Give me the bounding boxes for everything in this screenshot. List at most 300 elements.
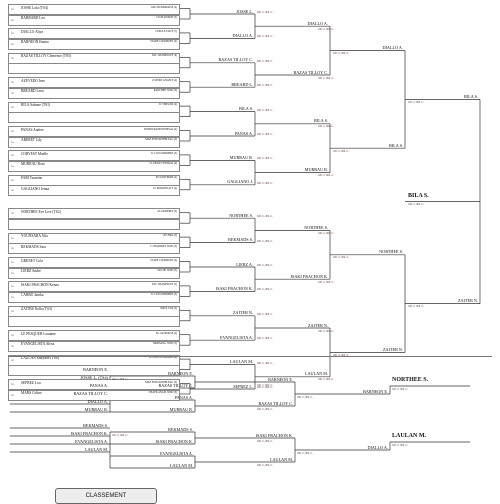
score-part: 020 - (257, 181, 263, 185)
player-club: BOISDURANDONNEVAL (4) (144, 127, 177, 131)
score-part: 100 - (257, 407, 263, 411)
player-name: EVANGELISTA Alexa (21, 342, 55, 347)
player-slot[interactable] (8, 28, 180, 39)
player-name: DIALLO Aliya (21, 29, 44, 34)
slot-tag: r/e (11, 344, 14, 348)
player-club: JC COULOMMIERS (5) (150, 151, 177, 155)
score-part: 0- (338, 52, 341, 56)
score-part: 000 - (264, 133, 271, 136)
round2-winner: BILA S. (239, 106, 253, 112)
match-score (257, 60, 273, 63)
score-part: 020 - (257, 337, 263, 341)
slot-tag: r/e (11, 178, 14, 182)
player-name: BILA Salome (TS1) (21, 103, 51, 108)
slot-tag: r/e (11, 81, 14, 85)
match-score (257, 264, 273, 267)
score-part: 000 - (325, 280, 332, 284)
round3-winner: NORTHEE S. (304, 224, 328, 230)
match-score (408, 305, 424, 308)
player-name: PANAS Andree (21, 127, 44, 132)
score-part: 020 - (257, 264, 263, 267)
player-slot[interactable] (8, 112, 180, 123)
round2-winner: LAULAN M. (229, 359, 253, 365)
player-club: A S MONTFERRAND (4) (149, 356, 177, 360)
score-part: 100 - (333, 256, 339, 260)
match-score (257, 11, 273, 14)
score-part: 000 - (264, 463, 271, 467)
score-part: 000 - (325, 231, 332, 235)
repechage-final: DIALLO A. (367, 444, 388, 450)
repechage-r2: BARNEON E. (268, 376, 293, 382)
score-part: 0- (302, 451, 305, 455)
match-score (333, 150, 349, 153)
player-slot[interactable] (8, 330, 180, 341)
score-part: 0- (323, 125, 326, 129)
repechage-r1: BARNEON E. (168, 370, 193, 376)
player-slot[interactable] (8, 88, 180, 99)
player-name: GAGLIANO Jenna (21, 186, 50, 191)
score-part: 100 - (408, 100, 414, 104)
score-part: 0- (262, 108, 265, 112)
round4-winner: NORTHEE S. (379, 249, 403, 255)
score-part: 0- (270, 383, 273, 387)
player-club: JC VERSOIX (4) (158, 103, 177, 107)
player-slot[interactable] (8, 63, 180, 74)
slot-tag: r/e (11, 334, 14, 338)
score-part: 000 - (325, 76, 332, 80)
round2-winner: JOSSE L. (236, 8, 253, 14)
classement-button[interactable]: CLASSEMENT (55, 488, 157, 504)
round2-winner: EVANGELISTA A. (220, 334, 253, 340)
score-part: 100 - (318, 125, 324, 129)
match-score (392, 388, 408, 391)
score-part: 000 - (264, 407, 271, 411)
round2-winner: GAGLIANO J. (227, 179, 253, 185)
player-name: RAZAS TILLOY Clemence (TS5) (21, 54, 72, 59)
score-part: 100 - (257, 463, 263, 467)
score-part: 0- (262, 11, 265, 14)
round4-winner: ZAITER N. (382, 346, 403, 352)
score-part: 0- (346, 149, 349, 153)
player-club: STADE CLERMONT (4) (150, 258, 177, 262)
score-part: 000 - (415, 203, 422, 206)
score-part: 0- (397, 443, 400, 447)
round4-winner: DIALLO A. (382, 45, 403, 51)
player-club: STADE CLERMONT (4) (150, 40, 177, 44)
slot-tag: r/e (11, 189, 14, 193)
champion-name: BILA S. (408, 192, 429, 199)
repechage-entry: BARNEON E. (83, 366, 108, 372)
player-name: BARNEON Emma (21, 40, 49, 45)
player-slot[interactable] (8, 292, 180, 303)
player-club: CLUB AVIRON (5) (156, 16, 177, 19)
round2-winner: ZAITER N. (232, 310, 253, 316)
repechage-r1: ISAKI FRACHON K. (155, 438, 193, 444)
slot-tag: r/e (11, 309, 14, 313)
player-club: CL MORONS ALF (4) (152, 186, 177, 190)
score-part: 020 - (257, 215, 263, 219)
player-club: JUCHRA (5) (163, 234, 177, 238)
player-slot[interactable] (8, 161, 180, 172)
player-club: RSC CHAMPIGNY (6) (152, 54, 177, 58)
score-part: 0- (125, 377, 128, 381)
slot-tag: r/e (11, 18, 14, 22)
score-part: 100 - (333, 52, 339, 56)
match-score (318, 28, 334, 31)
score-part: 0- (270, 215, 273, 219)
score-part: 020 - (257, 108, 263, 112)
player-name: MURRAU Rose (21, 162, 45, 167)
round2-winner: SEPREZ L. (233, 383, 253, 389)
score-part: 0- (262, 35, 265, 39)
repechage-entry: EVANGELISTA A. (75, 438, 108, 444)
player-slot[interactable] (8, 126, 180, 137)
repechage-r2: RAZAS TILLOY C. (258, 400, 293, 406)
match-score (297, 452, 313, 455)
match-score (257, 464, 273, 467)
score-part: 100 - (318, 174, 324, 178)
repechage-r2: ISAKI FRACHON K. (255, 432, 293, 438)
match-score (333, 256, 349, 259)
score-part: 0- (270, 181, 273, 185)
score-part: 0- (323, 231, 326, 235)
score-part: 0- (262, 361, 265, 365)
slot-tag: r/e (11, 8, 14, 11)
score-part: 100 - (318, 76, 324, 80)
score-part: 000 - (264, 11, 271, 14)
player-slot[interactable] (8, 137, 180, 148)
player-club: SG GATINAISE (4) (155, 331, 177, 335)
slot-tag: r/e (11, 164, 14, 168)
score-part: 000 - (340, 256, 347, 260)
match-score (318, 232, 334, 235)
player-slot[interactable] (8, 39, 180, 50)
score-part: 0- (397, 387, 400, 391)
match-score (257, 288, 273, 291)
score-part: 0- (262, 59, 265, 63)
score-part: 0- (270, 84, 273, 88)
score-part: 000 - (399, 387, 406, 391)
score-part: 020 - (257, 35, 263, 39)
score-part: 000 - (264, 383, 271, 387)
slot-tag: r/e (11, 358, 14, 362)
round3-winner: DIALLO A. (307, 20, 328, 26)
repechage-entry: REKMADS S. (83, 422, 108, 428)
score-part: 000 - (264, 288, 271, 292)
match-score (318, 77, 334, 80)
score-part: 0- (338, 149, 341, 153)
player-slot[interactable] (8, 150, 180, 161)
player-slot[interactable] (8, 306, 180, 317)
match-score (257, 157, 273, 160)
score-part: 0- (262, 133, 265, 136)
score-part: 0- (117, 377, 120, 381)
bronze-winner: LAULAN M. (392, 433, 426, 439)
score-part: 100 - (318, 231, 324, 235)
score-part: 0- (270, 407, 273, 411)
score-part: 0- (270, 312, 273, 316)
score-part: 0- (262, 239, 265, 243)
score-part: 0- (262, 407, 265, 411)
score-part: 0- (331, 27, 334, 31)
match-score (408, 101, 424, 104)
player-club: AM COURBATAISE (4) (150, 5, 177, 9)
score-part: 0- (270, 264, 273, 267)
score-part: 0- (262, 312, 265, 316)
round2-winner: DIALLO A. (232, 32, 253, 38)
player-club: SPAE FONTAINEBLEAU (3) (145, 138, 177, 141)
match-score (318, 174, 334, 177)
player-name: AZEVEDO Ines (21, 78, 45, 83)
player-name: FABI Yasmine (21, 176, 43, 181)
score-part: 000 - (119, 433, 126, 437)
score-part: 000 - (264, 439, 271, 443)
player-slot[interactable] (8, 243, 180, 254)
player-slot[interactable] (8, 219, 180, 230)
repechage-r2: LAULAN M. (269, 456, 293, 462)
player-slot[interactable] (8, 15, 180, 26)
bronze-winner: NORTHEE S. (392, 377, 429, 383)
player-name: MARS Coline (21, 391, 42, 395)
round3-winner: ZAITER N. (307, 322, 328, 328)
player-name: SEPREZ Lou (21, 380, 41, 385)
round5-winner: ZAITER N. (457, 298, 478, 304)
player-slot[interactable] (8, 185, 180, 196)
score-part: 000 - (264, 312, 271, 316)
score-part: 020 - (257, 84, 263, 88)
repechage-r1: EVANGELISTA A. (160, 450, 193, 456)
match-score (257, 133, 273, 136)
match-score (257, 182, 273, 185)
round2-winner: BREARD L. (231, 81, 253, 87)
score-part: 000 - (304, 451, 311, 455)
score-part: 0- (310, 451, 313, 455)
repechage-r1: MURRAU R. (169, 406, 193, 412)
score-part: 0- (262, 84, 265, 88)
score-part: 0- (262, 463, 265, 467)
score-part: 0- (421, 305, 424, 309)
repechage-entry: DIALLO A. (87, 398, 108, 404)
match-score (257, 384, 273, 387)
score-part: 0- (413, 100, 416, 104)
player-club: CLUB DU CENTRAL (4) (149, 162, 177, 166)
score-part: 0- (323, 378, 326, 382)
slot-tag: r/e (11, 285, 14, 289)
slot-tag: r/e (11, 393, 14, 397)
score-part: 0- (331, 231, 334, 235)
round3-winner: RAZAS TILLOY C. (293, 69, 328, 75)
player-club: RSC CHAMPIGNY (5) (152, 282, 177, 286)
player-name: YOUNSARA Alia (21, 234, 48, 239)
score-part: 0- (270, 35, 273, 39)
score-part: 020 - (257, 11, 263, 14)
match-score (257, 313, 273, 316)
player-name: ABERET Lily (21, 138, 42, 142)
player-slot[interactable] (8, 53, 180, 64)
player-slot[interactable] (8, 268, 180, 279)
score-part: 0- (405, 387, 408, 391)
repechage-entry: RAZAS TILLOY C. (73, 390, 108, 396)
player-name: ISAKI FRACHON Kenza (21, 282, 59, 287)
repechage-entry: PANAS A. (89, 382, 108, 388)
match-score (392, 444, 408, 447)
match-score (257, 84, 273, 87)
score-part: 020 - (257, 59, 263, 63)
score-part: 000 - (264, 361, 271, 365)
player-slot[interactable] (8, 4, 180, 15)
score-part: 000 - (415, 100, 422, 104)
slot-tag: r/e (11, 130, 14, 133)
score-part: 000 - (264, 239, 271, 243)
score-part: 0- (323, 280, 326, 284)
score-part: 0- (262, 181, 265, 185)
player-club: CHAVILANAIS JUDO (3) (148, 391, 177, 394)
slot-tag: r/e (11, 140, 14, 144)
player-slot[interactable] (8, 257, 180, 268)
player-name: NORTHEE Eve Live (TS2) (21, 209, 61, 214)
repechage-entry: MURRAU R. (84, 406, 108, 412)
player-name: LIEBZ Andre (21, 269, 41, 273)
round3-winner: MURRAU R. (304, 167, 328, 173)
score-part: 0- (262, 157, 265, 161)
player-slot[interactable] (8, 208, 180, 219)
score-part: 0- (270, 133, 273, 136)
score-part: 000 - (325, 174, 332, 178)
slot-tag: r/e (11, 236, 14, 240)
score-part: 0- (262, 383, 265, 387)
score-part: 020 - (257, 288, 263, 292)
score-part: 0- (262, 337, 265, 341)
score-part: 0- (262, 264, 265, 267)
player-name: BREARD Lena (21, 89, 44, 94)
score-part: 0- (270, 59, 273, 63)
slot-tag: r/e (11, 105, 14, 109)
round2-winner: NORTHEE S. (229, 212, 253, 218)
score-part: 000 - (325, 378, 332, 382)
score-part: 0- (338, 353, 341, 357)
match-score (318, 125, 334, 128)
player-name: LAULAN Maryane (TS6) (21, 356, 59, 361)
slot-tag: r/e (11, 32, 14, 36)
score-part: 0- (405, 443, 408, 447)
player-club: O SPORT ANGELY (4) (152, 78, 177, 82)
score-part: 100 - (318, 280, 324, 284)
player-slot[interactable] (8, 233, 180, 244)
score-part: 000 - (304, 395, 311, 399)
player-name: CORVEST Maelle (21, 151, 48, 156)
score-part: 0- (421, 203, 424, 206)
score-part: 100 - (333, 149, 339, 153)
score-part: 000 - (264, 386, 271, 389)
score-part: 000 - (340, 52, 347, 56)
score-part: 100 - (297, 395, 303, 399)
player-club: MORSANG JUDO (5) (153, 342, 177, 346)
round5-winner: BILA S. (464, 93, 478, 99)
repechage-final: BARNEON E. (363, 388, 388, 394)
score-part: 100 - (257, 439, 263, 443)
score-part: 0- (331, 329, 334, 333)
player-club: C CHARTRES JUDO (5) (150, 244, 177, 248)
match-score (112, 378, 128, 381)
score-part: 0- (270, 361, 273, 365)
score-part: 000 - (340, 353, 347, 357)
player-slot[interactable] (8, 316, 180, 327)
player-name: GRENET Cola (21, 258, 43, 263)
score-part: 0- (346, 353, 349, 357)
score-part: 100 - (297, 451, 303, 455)
match-score (333, 52, 349, 55)
score-part: 100 - (112, 433, 118, 437)
score-part: 0- (331, 378, 334, 382)
player-club: CERCLE ELITE (7) (155, 29, 177, 33)
final-score (408, 203, 424, 206)
slot-tag: r/e (11, 212, 14, 216)
score-part: 0- (323, 27, 326, 31)
player-club: ES NANTERRE (4) (155, 176, 177, 180)
player-slot[interactable] (8, 175, 180, 186)
score-part: 020 - (257, 239, 263, 243)
match-score (318, 378, 334, 381)
round3-winner: LAULAN M. (304, 371, 328, 377)
match-score (257, 408, 273, 411)
score-part: 0- (262, 288, 265, 292)
player-slot[interactable] (8, 77, 180, 88)
score-part: 000 - (264, 108, 271, 112)
round2-winner: MURRAU R. (229, 154, 253, 160)
score-part: 0- (310, 395, 313, 399)
slot-tag: r/e (11, 271, 14, 275)
score-part: 020 - (257, 133, 263, 136)
score-part: 000 - (264, 215, 271, 219)
repechage-r1: REKMADS S. (168, 426, 193, 432)
score-part: 0- (421, 100, 424, 104)
slot-tag: r/e (11, 261, 14, 264)
player-slot[interactable] (8, 281, 180, 292)
slot-tag: r/e (11, 42, 14, 46)
score-part: 000 - (264, 59, 271, 63)
match-score (318, 281, 334, 284)
score-part: 100 - (408, 305, 414, 309)
repechage-entry: ISAKI FRACHON K. (70, 430, 108, 436)
player-slot[interactable] (8, 341, 180, 352)
score-part: 020 - (257, 312, 263, 316)
score-part: 000 - (264, 264, 271, 267)
score-part: 000 - (264, 157, 271, 161)
player-slot[interactable] (8, 102, 180, 113)
score-part: 0- (270, 11, 273, 14)
score-part: 0- (262, 215, 265, 219)
slot-tag: r/e (11, 154, 14, 158)
score-part: 0- (270, 108, 273, 112)
score-part: 0- (413, 305, 416, 309)
match-score (257, 109, 273, 112)
player-club: SMUS VOA (5) (160, 307, 177, 311)
match-score (257, 240, 273, 243)
score-part: 000 - (119, 377, 126, 381)
round2-winner: REKMADS S. (228, 237, 253, 243)
score-part: 0- (323, 329, 326, 333)
round2-winner: PANAS A. (234, 130, 253, 136)
slot-tag: r/e (11, 91, 14, 95)
score-part: 100 - (112, 377, 118, 381)
score-part: 000 - (325, 27, 332, 31)
player-name: LE PESQUER Louanne (21, 331, 56, 336)
repechage-r1: LAULAN M. (169, 462, 193, 468)
slot-tag: r/e (11, 295, 14, 299)
score-part: 0- (117, 433, 120, 437)
score-part: 100 - (392, 387, 398, 391)
match-score (318, 330, 334, 333)
